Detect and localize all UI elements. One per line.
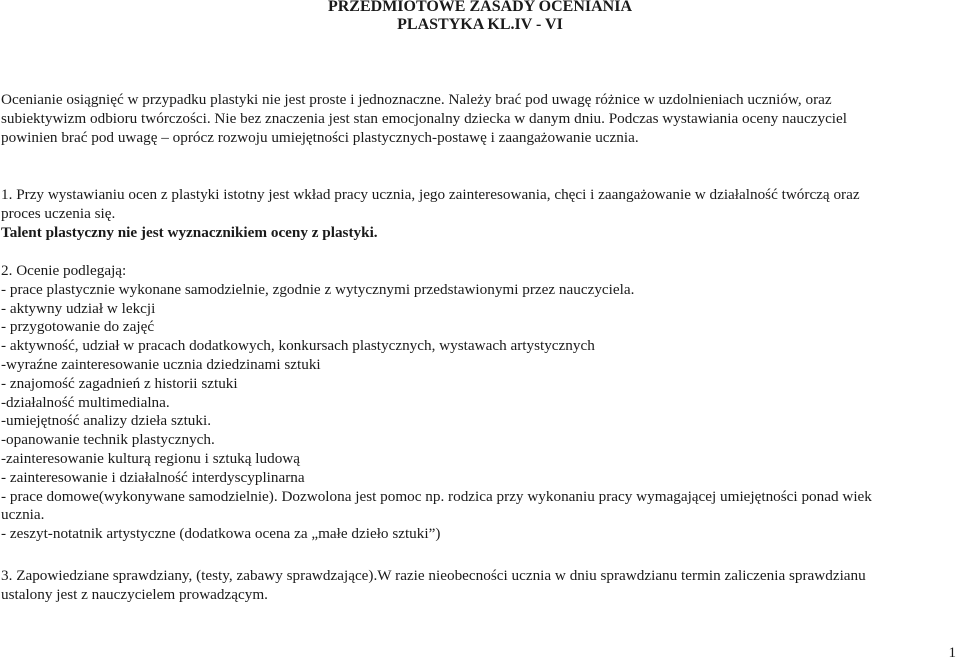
section-2-heading: 2. Ocenie podlegają: (1, 262, 127, 279)
list-item: - znajomość zagadnień z historii sztuki (1, 374, 238, 392)
intro-line: Ocenianie osiągnięć w przypadku plastyki nie jest proste i jednoznaczne. Należy brać pod uwagę różnice w uzdolnieniach uczniów, oraz (1, 91, 832, 108)
section-3-line: 3. Zapowiedziane sprawdziany, (testy, zabawy sprawdzające).W razie nieobecności ucznia w dniu sprawdzianu termin zaliczenia sprawdzianu (1, 567, 866, 584)
intro-line: subiektywizm odbioru twórczości. Nie bez znaczenia jest stan emocjonalny dziecka w danym dniu. Podczas wystawiania oceny nauczyciel (1, 109, 847, 127)
list-item: - przygotowanie do zajęć (1, 318, 155, 336)
section-1-line: proces uczenia się. (1, 204, 116, 222)
list-item: -umiejętność analizy dzieła sztuki. (1, 412, 212, 430)
list-item: -działalność multimedialna. (1, 393, 170, 411)
list-item: - prace plastycznie wykonane samodzielnie, zgodnie z wytycznymi przedstawionymi przez nauczyciela. (1, 280, 635, 298)
section-1-line: 1. Przy wystawianiu ocen z plastyki istotny jest wkład pracy ucznia, jego zainteresowania, chęci i zaangażowanie w działalność twórczą oraz (1, 186, 860, 203)
intro-paragraph (1, 91, 959, 147)
document-title: PRZEDMIOTOWE ZASADY OCENIANIA (327, 0, 633, 15)
list-item: -zainteresowanie kulturą regionu i sztuką ludową (1, 449, 301, 467)
document-subtitle: PLASTYKA KL.IV - VI (397, 16, 563, 33)
list-item: ucznia. (1, 506, 45, 524)
list-item: - aktywność, udział w pracach dodatkowych, konkursach plastycznych, wystawach artystycznych (1, 337, 595, 355)
intro-line: powinien brać pod uwagę – oprócz rozwoju umiejętności plastycznych-postawę i zaangażowanie ucznia. (1, 128, 639, 146)
list-item: - zainteresowanie i działalność interdyscyplinarna (1, 468, 305, 486)
list-item: -opanowanie technik plastycznych. (1, 431, 215, 449)
list-item: - zeszyt-notatnik artystyczne (dodatkowa ocena za „małe dzieło sztuki”) (1, 525, 441, 543)
list-item: - prace domowe(wykonywane samodzielnie). Dozwolona jest pomoc np. rodzica przy wykonaniu pracy wymagającej umiejętności ponad wiek (1, 487, 872, 505)
section-1-paragraph (1, 186, 959, 242)
section-3-paragraph (1, 567, 959, 605)
section-1-bold-statement: Talent plastyczny nie jest wyznacznikiem oceny z plastyki. (1, 223, 378, 241)
list-item: -wyraźne zainteresowanie ucznia dziedzinami sztuki (1, 355, 321, 373)
section-3-line: ustalony jest z nauczycielem prowadzącym. (1, 585, 268, 603)
page-number: 1 (948, 645, 956, 661)
section-2-list (1, 262, 959, 544)
list-item: - aktywny udział w lekcji (1, 299, 156, 317)
